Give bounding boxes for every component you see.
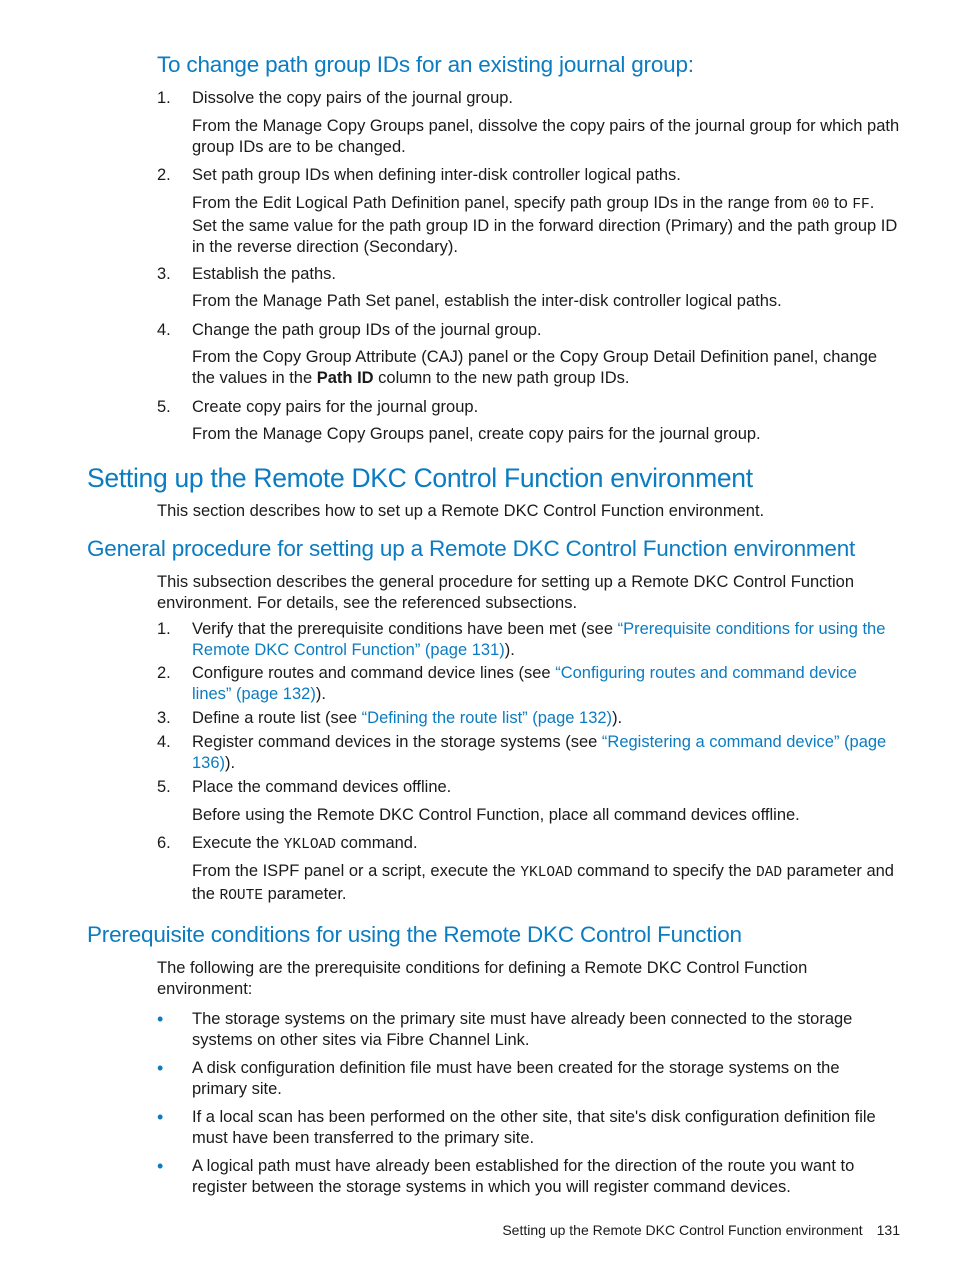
section-intro: This subsection describes the general procedure for setting up a Remote DKC Control Function environment. For details, see the referenced subsections. — [157, 573, 855, 612]
step-text — [192, 663, 897, 705]
step-text-post: command. — [335, 834, 418, 852]
step-text: Create copy pairs for the journal group. — [192, 398, 479, 416]
section-heading-general-procedure: General procedure for setting up a Remote DKC Control Function environment — [87, 536, 856, 561]
step-detail — [192, 861, 902, 907]
page-footer — [460, 1222, 900, 1238]
step-detail — [192, 347, 902, 389]
detail-text: . Set the same value for the path group ID in the forward direction (Primary) and the path group ID in the reverse direction (Secondary). — [192, 194, 898, 256]
step-number: 2. — [157, 664, 171, 682]
step-detail: From the Manage Path Set panel, establish the inter-disk controller logical paths. — [192, 292, 782, 310]
step-detail — [192, 193, 902, 258]
step-number: 3. — [157, 709, 171, 727]
detail-text: parameter. — [263, 885, 347, 903]
section-intro: The following are the prerequisite conditions for defining a Remote DKC Control Function environment: — [157, 959, 808, 998]
bullet-text: A disk configuration definition file must have been created for the storage systems on the primary site. — [192, 1059, 840, 1098]
detail-text: From the Copy Group Attribute (CAJ) panel or the Copy Group Detail Definition panel, change the values in the — [192, 348, 878, 387]
step-number: 6. — [157, 834, 171, 852]
step-text: Set path group IDs when defining inter-disk controller logical paths. — [192, 166, 681, 184]
detail-text: parameter and the — [192, 862, 894, 903]
step-text-post: ). — [504, 641, 515, 659]
step-text: Dissolve the copy pairs of the journal group. — [192, 89, 514, 107]
step-number: 1. — [157, 620, 171, 638]
step-number: 3. — [157, 265, 171, 283]
code-parameter: DAD — [755, 865, 783, 881]
xref-link[interactable]: “Defining the route list” (page 132) — [361, 709, 613, 727]
step-text-post: ). — [315, 685, 326, 703]
step-text: Place the command devices offline. — [192, 778, 452, 796]
step-text-post: ). — [612, 709, 623, 727]
step-text — [192, 732, 897, 774]
xref-link[interactable]: “Configuring routes and command device lines” (page 132) — [192, 664, 857, 703]
step-text — [192, 708, 897, 729]
detail-text: column to the new path group IDs. — [373, 369, 630, 387]
bullet-icon: • — [157, 1058, 164, 1078]
bullet-icon: • — [157, 1156, 164, 1176]
step-number: 4. — [157, 733, 171, 751]
bullet-text: If a local scan has been performed on the other site, that site's disk configuration definition file must have been transferred to the primary site. — [192, 1108, 876, 1147]
step-text-pre: Configure routes and command device lines (see — [192, 664, 556, 682]
step-number: 5. — [157, 398, 171, 416]
step-text-pre: Register command devices in the storage systems (see — [192, 733, 602, 751]
detail-text: From the Edit Logical Path Definition panel, specify path group IDs in the range from — [192, 194, 812, 212]
page-number: 131 — [876, 1222, 900, 1238]
bullet-text: The storage systems on the primary site must have already been connected to the storage systems on other sites via Fibre Channel Link. — [192, 1010, 853, 1049]
step-text-pre: Define a route list (see — [192, 709, 362, 727]
step-number: 4. — [157, 321, 171, 339]
step-text: Change the path group IDs of the journal group. — [192, 321, 542, 339]
code-value: FF — [852, 197, 870, 213]
section-intro: This section describes how to set up a Remote DKC Control Function environment. — [157, 502, 765, 520]
step-detail: From the Manage Copy Groups panel, dissolve the copy pairs of the journal group for which path group IDs are to be changed. — [192, 117, 900, 156]
section-heading-change-path-group-ids: To change path group IDs for an existing journal group: — [157, 52, 694, 77]
step-text — [192, 619, 897, 661]
xref-link[interactable]: “Prerequisite conditions for using the Remote DKC Control Function” (page 131) — [192, 620, 886, 659]
step-text-post: ). — [225, 754, 236, 772]
code-parameter: ROUTE — [219, 888, 264, 904]
footer-section-title: Setting up the Remote DKC Control Function environment — [502, 1222, 863, 1238]
section-heading-prerequisite-conditions: Prerequisite conditions for using the Remote DKC Control Function — [87, 922, 742, 947]
bullet-icon: • — [157, 1009, 164, 1029]
step-text-pre: Execute the — [192, 834, 284, 852]
ui-label-path-id: Path ID — [316, 369, 374, 387]
step-number: 1. — [157, 89, 171, 107]
step-detail: From the Manage Copy Groups panel, create copy pairs for the journal group. — [192, 425, 761, 443]
step-number: 5. — [157, 778, 171, 796]
step-detail: Before using the Remote DKC Control Function, place all command devices offline. — [192, 806, 800, 824]
bullet-text: A logical path must have already been established for the direction of the route you want to register between the storage systems in which you will register command devices. — [192, 1157, 855, 1196]
detail-text: to — [829, 194, 853, 212]
step-text-pre: Verify that the prerequisite conditions have been met (see — [192, 620, 618, 638]
code-command: YKLOAD — [520, 865, 573, 881]
code-command: YKLOAD — [283, 837, 336, 853]
xref-link[interactable]: “Registering a command device” (page 136) — [192, 733, 887, 772]
bullet-icon: • — [157, 1107, 164, 1127]
detail-text: command to specify the — [572, 862, 756, 880]
code-value: 00 — [812, 197, 830, 213]
detail-text: From the ISPF panel or a script, execute the — [192, 862, 521, 880]
step-text: Establish the paths. — [192, 265, 337, 283]
step-number: 2. — [157, 166, 171, 184]
page-title: Setting up the Remote DKC Control Function environment — [87, 463, 753, 493]
step-text — [192, 833, 897, 856]
